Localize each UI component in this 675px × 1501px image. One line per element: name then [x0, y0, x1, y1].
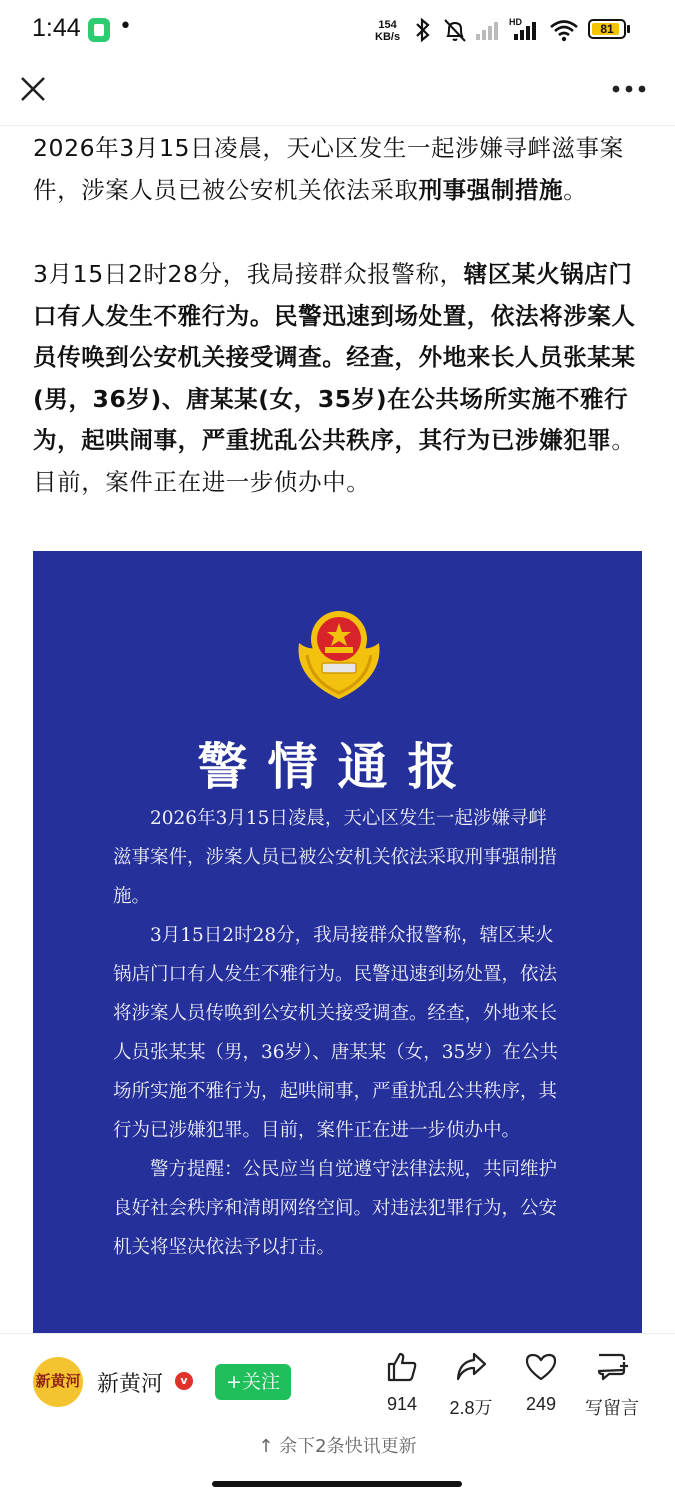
shield-app-icon [88, 18, 110, 42]
avatar[interactable] [33, 1357, 83, 1407]
battery-level: 81 [600, 22, 614, 36]
signal-weak-icon [474, 16, 504, 44]
network-speed-value: 154 [378, 19, 397, 31]
home-indicator[interactable] [212, 1481, 462, 1487]
share-icon [454, 1350, 488, 1384]
thumbs-up-icon [385, 1350, 419, 1384]
silent-bell-icon [442, 16, 468, 44]
battery-icon [588, 19, 626, 39]
p1-end: 。 [563, 175, 588, 204]
battery-cap [627, 25, 630, 33]
comment-button[interactable] [572, 1350, 652, 1420]
follow-button[interactable]: +关注 [215, 1364, 291, 1400]
close-icon[interactable] [18, 74, 48, 104]
wifi-icon [548, 16, 580, 44]
favorite-button[interactable] [501, 1350, 581, 1415]
signal-hd-label: HD [509, 17, 522, 27]
notice-paragraph-3: 警方提醒：公民应当自觉遵守法律法规，共同维护良好社会秩序和清朗网络空间。对违法犯罪行为，公安机关将坚决依法予以打击。 [113, 1159, 558, 1258]
heart-icon [524, 1350, 558, 1384]
police-notice-image[interactable] [33, 551, 642, 1333]
p2-end: 。目前，案件正在进一步侦办中。 [33, 426, 636, 496]
network-speed-unit: KB/s [375, 31, 401, 43]
notice-title: 警情通报 [197, 737, 478, 796]
share-count: 2.8万 [449, 1398, 493, 1418]
status-time: 1:44 [32, 14, 81, 42]
p2-bold: 辖区某火锅店门口有人发生不雅行为。民警迅速到场处置，依法将涉案人员传唤到公安机关接受调查。经查，外地来长人员张某某(男，36岁)、唐某某(女，35岁)在公共场所实施不雅行为，起哄闹事，严重扰乱公共秩序，其行为已涉嫌犯罪 [33, 260, 636, 454]
like-count: 914 [386, 1394, 418, 1414]
status-dot: • [119, 14, 132, 39]
p2-text: 3月15日2时28分，我局接群众报警称， [33, 260, 464, 288]
author-name[interactable]: 新黄河 [97, 1372, 164, 1397]
network-speed [375, 19, 400, 43]
p1-bold: 刑事强制措施 [418, 175, 564, 204]
share-button[interactable] [431, 1350, 511, 1420]
article-paragraph-2 [33, 254, 645, 503]
notice-body [113, 799, 563, 1267]
more-icon[interactable] [611, 82, 647, 96]
more-updates-link[interactable]: ↑ 余下2条快讯更新 [258, 1436, 417, 1457]
notice-paragraph-2: 3月15日2时28分，我局接群众报警称，辖区某火锅店门口有人发生不雅行为。民警迅速到场处置，依法将涉案人员传唤到公安机关接受调查。经查，外地来长人员张某某（男，36岁）、唐某某（女，35岁）在公共场所实施不雅行为，起哄闹事，严重扰乱公共秩序，其行为已涉嫌犯罪。目前，案件正在进一步侦办中。 [113, 925, 558, 1141]
status-bar [0, 0, 675, 62]
bottom-bar [0, 1333, 675, 1501]
favorite-count: 249 [525, 1394, 557, 1414]
signal-hd-icon [512, 16, 542, 44]
header-divider [0, 125, 675, 126]
bluetooth-icon [412, 16, 434, 44]
avatar-text: 新黄河 [35, 1372, 81, 1390]
p1-text: 2026年3月15日凌晨，天心区发生一起涉嫌寻衅滋事案件，涉案人员已被公安机关依法采取 [33, 134, 624, 204]
comment-label: 写留言 [585, 1398, 639, 1418]
verified-badge-icon: v [175, 1372, 193, 1390]
notice-paragraph-1: 2026年3月15日凌晨，天心区发生一起涉嫌寻衅滋事案件，涉案人员已被公安机关依法采取刑事强制措施。 [113, 808, 558, 907]
police-emblem-icon [289, 603, 389, 703]
like-button[interactable] [362, 1350, 442, 1415]
article-paragraph-1 [33, 128, 645, 211]
comment-add-icon [595, 1350, 629, 1384]
